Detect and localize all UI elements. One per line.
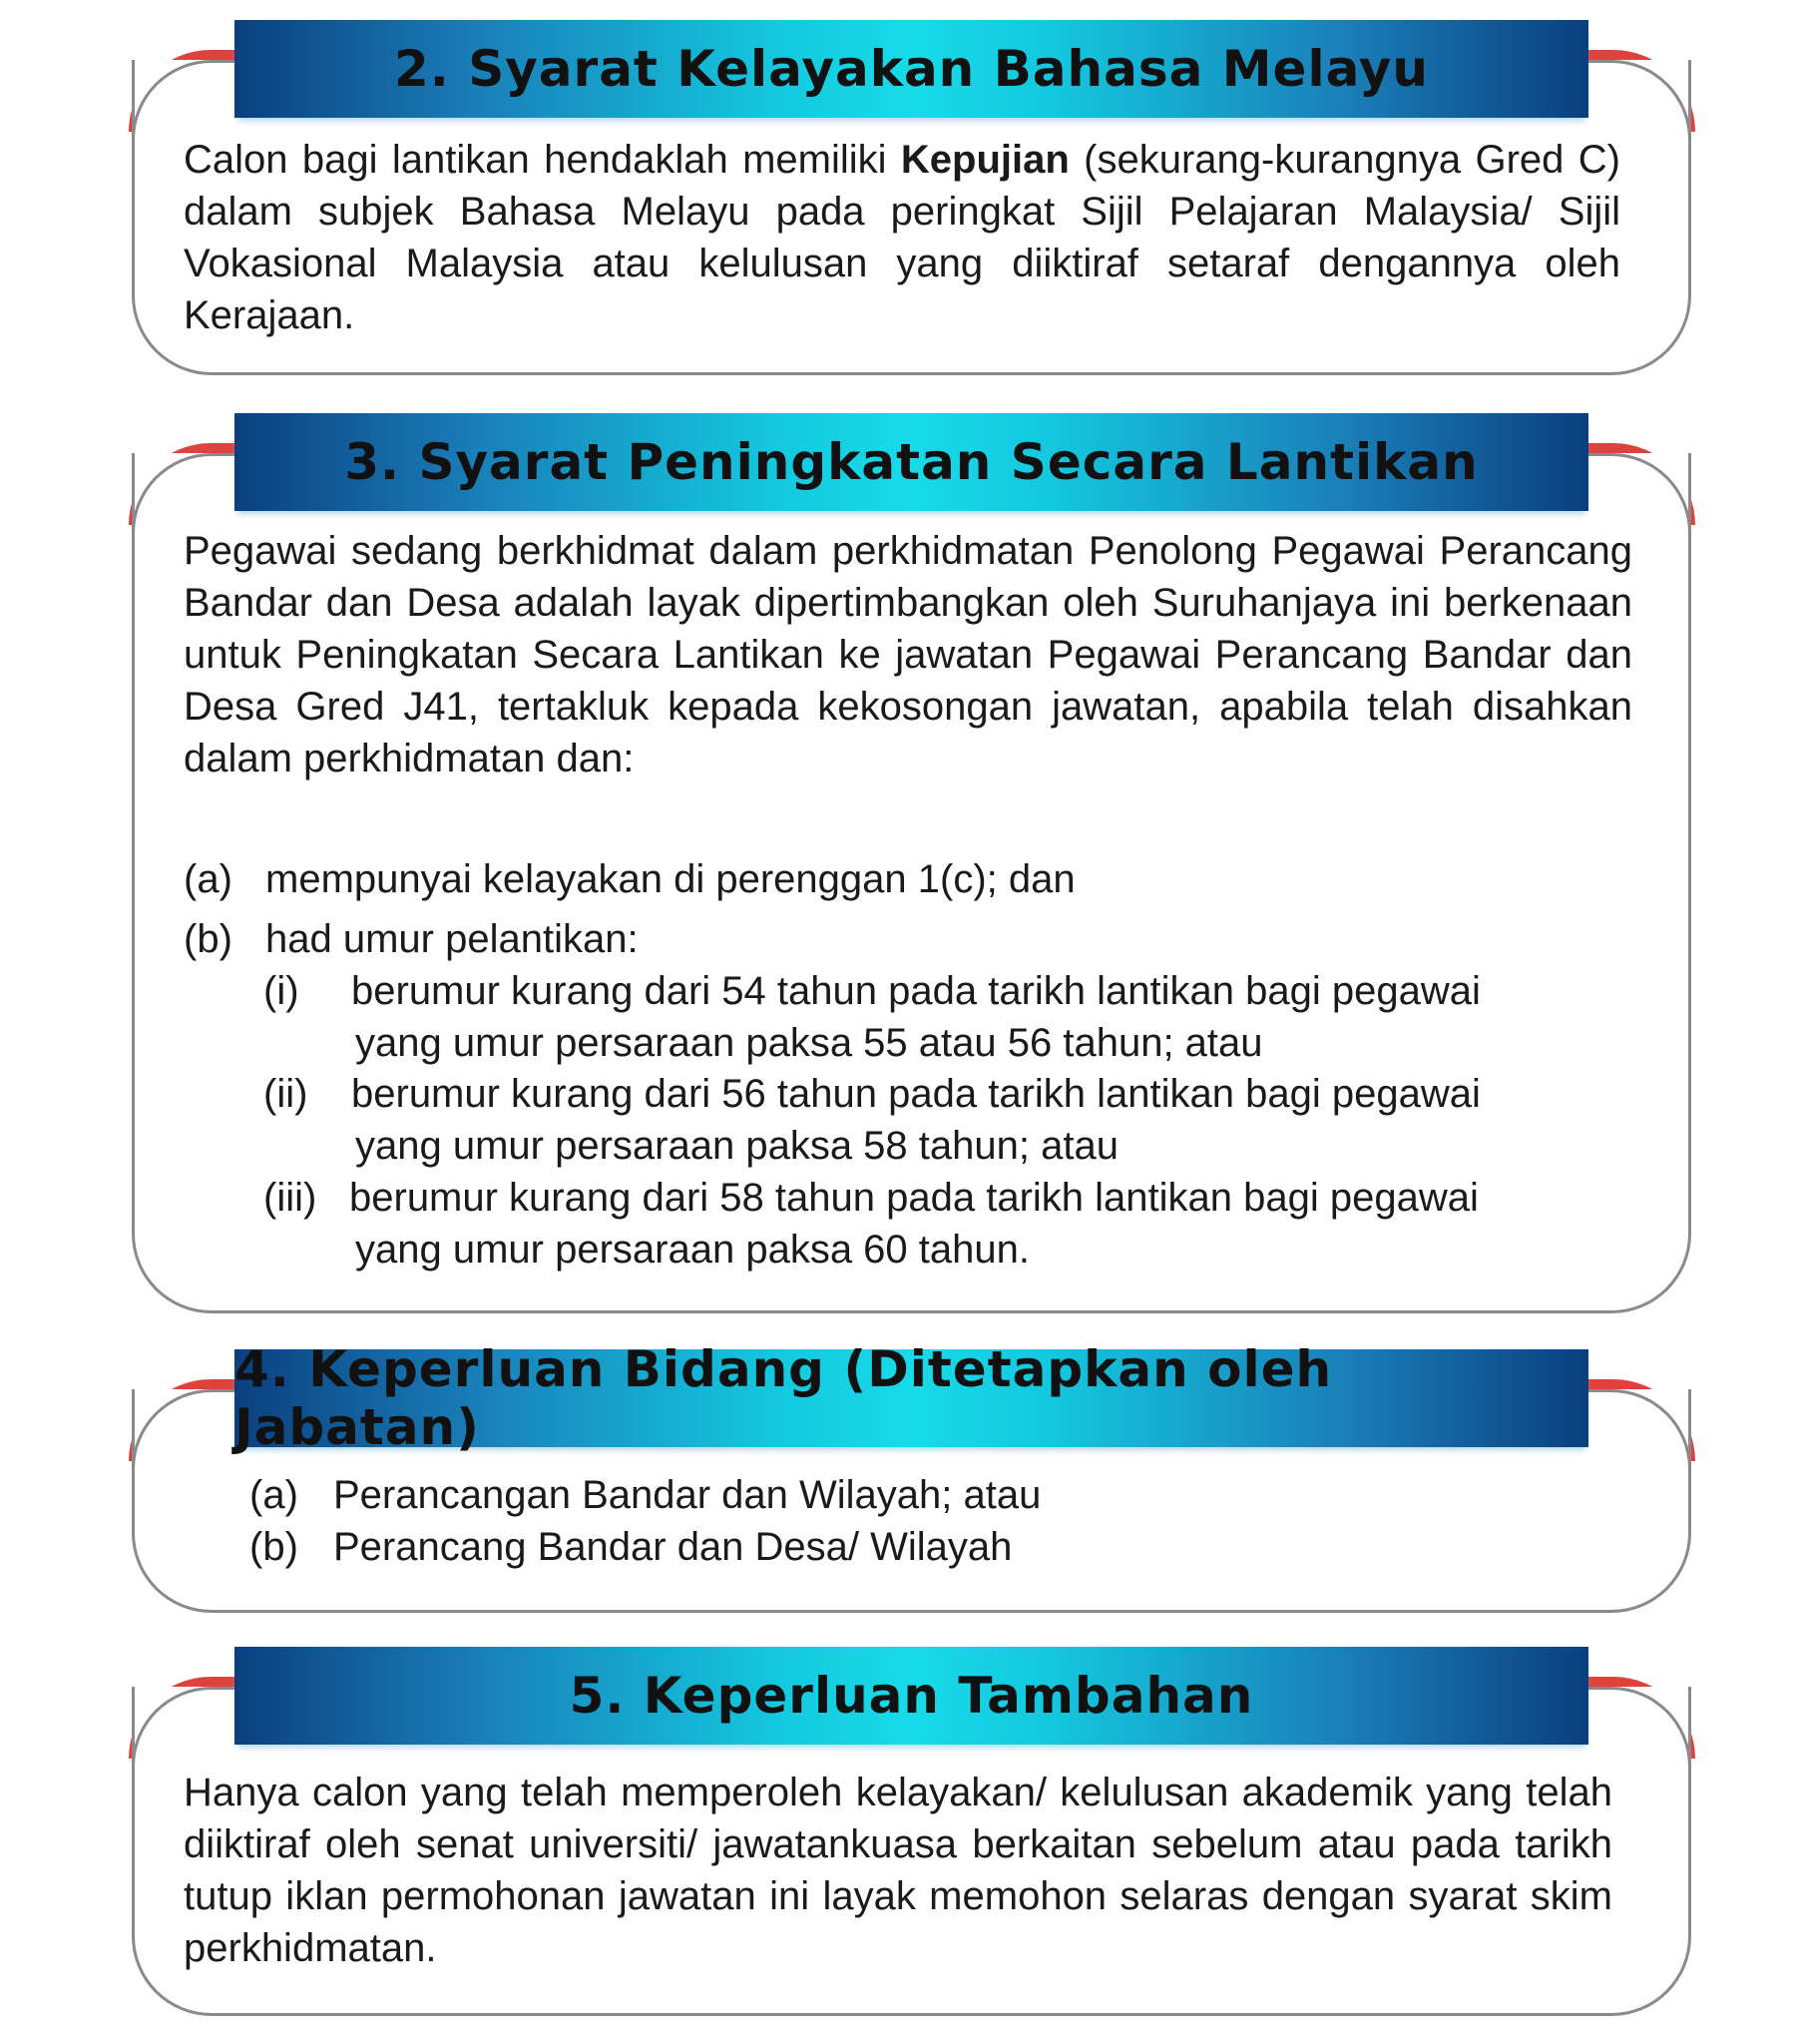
sub-iii-line1: berumur kurang dari 58 tahun pada tarikh lantikan bagi pegawai (349, 1176, 1479, 1220)
section-3-title: 3. Syarat Peningkatan Secara Lantikan (344, 433, 1479, 491)
field-b-marker: (b) (249, 1525, 298, 1569)
text-part: (sekurang-kurangnya Gred C) dalam subjek Bahasa Melayu pada peringkat Sijil Pelajaran Malaysia/ Sijil Vokasional Malaysia atau kelulusan yang diiktiraf setaraf dengannya oleh Kerajaan. (184, 138, 1620, 337)
section-3-paragraph: Pegawai sedang berkhidmat dalam perkhidmatan Penolong Pegawai Perancang Bandar dan Desa adalah layak dipertimbangkan oleh Suruhanjaya ini berkenaan untuk Peningkatan Secara Lantikan ke jawatan Pegawai Perancang Bandar dan Desa Gred J41, tertakluk kepada kekosongan jawatan, apabila telah disahkan dalam perkhidmatan dan: (184, 529, 1632, 780)
sub-iii-marker: (iii) (263, 1176, 317, 1220)
section-5-paragraph: Hanya calon yang telah memperoleh kelayakan/ kelulusan akademik yang telah diiktiraf oleh senat universiti/ jawatankuasa berkaitan sebelum atau pada tarikh tutup iklan permohonan jawatan ini layak memohon selaras dengan syarat skim perkhidmatan. (184, 1771, 1612, 1970)
item-a-marker: (a) (184, 857, 232, 901)
sub-ii-line2: yang umur persaraan paksa 58 tahun; atau (355, 1124, 1119, 1168)
sub-iii-line2: yang umur persaraan paksa 60 tahun. (355, 1228, 1030, 1272)
text-part: Calon bagi lantikan hendaklah memiliki (184, 138, 901, 182)
sub-i-marker: (i) (263, 969, 299, 1013)
section-4-banner (234, 1340, 1588, 1456)
section-5-title: 5. Keperluan Tambahan (569, 1667, 1254, 1725)
field-a-marker: (a) (249, 1473, 298, 1517)
item-b-text: had umur pelantikan: (265, 917, 639, 961)
sub-i-line1: berumur kurang dari 54 tahun pada tarikh lantikan bagi pegawai (351, 969, 1481, 1013)
item-b-marker: (b) (184, 917, 232, 961)
sub-ii-marker: (ii) (263, 1072, 308, 1116)
section-2-banner (234, 20, 1588, 118)
bold-term: Kepujian (900, 138, 1070, 182)
section-5-banner (234, 1647, 1588, 1745)
field-b-text: Perancang Bandar dan Desa/ Wilayah (333, 1525, 1013, 1569)
item-a-text: mempunyai kelayakan di perenggan 1(c); dan (265, 857, 1076, 901)
section-3-banner (234, 413, 1588, 511)
field-a-text: Perancangan Bandar dan Wilayah; atau (333, 1473, 1042, 1517)
section-2-title: 2. Syarat Kelayakan Bahasa Melayu (394, 40, 1429, 98)
section-2-text (184, 134, 1620, 341)
sub-i-line2: yang umur persaraan paksa 55 atau 56 tahun; atau (355, 1021, 1263, 1065)
sub-ii-line1: berumur kurang dari 56 tahun pada tarikh lantikan bagi pegawai (351, 1072, 1481, 1116)
section-4-title: 4. Keperluan Bidang (Ditetapkan oleh Jabatan) (234, 1340, 1333, 1456)
